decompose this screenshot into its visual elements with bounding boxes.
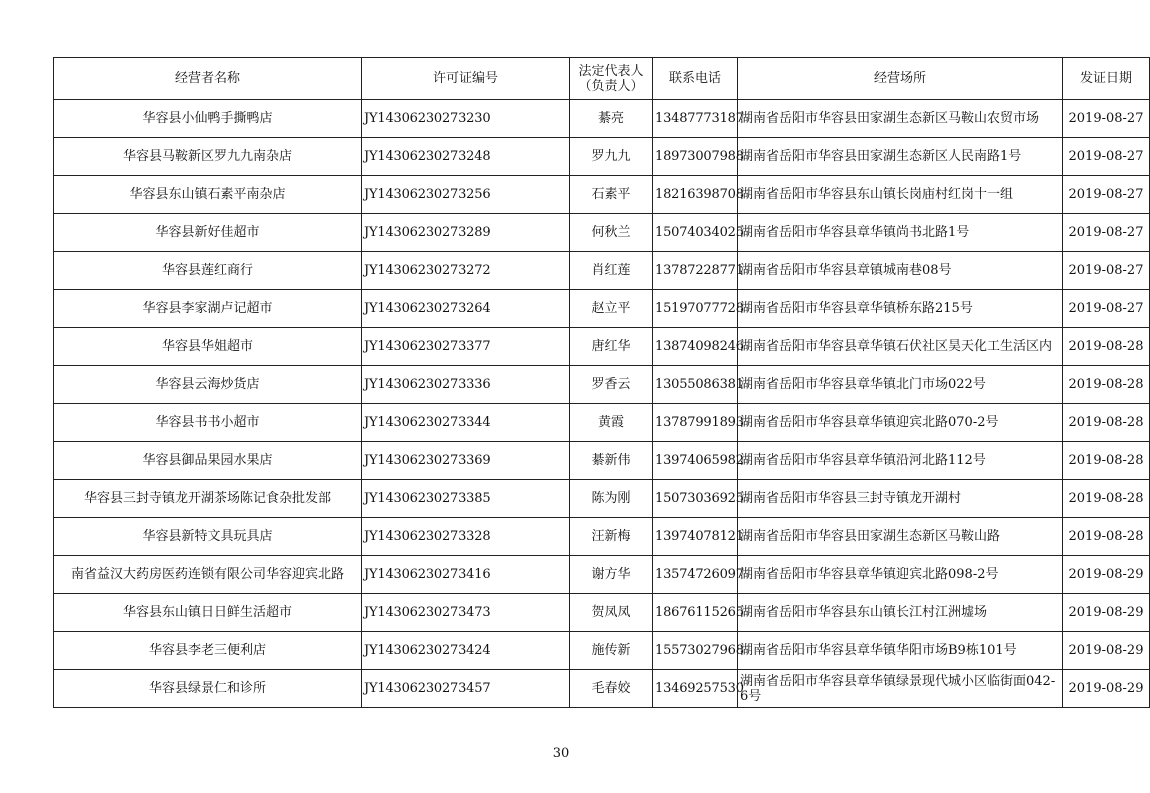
table-row xyxy=(54,670,1150,708)
header-row xyxy=(54,58,1150,100)
table-row xyxy=(54,632,1150,670)
table-row xyxy=(54,252,1150,290)
table-row xyxy=(54,442,1150,480)
cell-representative: 汪新梅 xyxy=(570,518,653,556)
table-row xyxy=(54,328,1150,366)
cell-date: 2019-08-29 xyxy=(1063,632,1150,670)
cell-representative: 赵立平 xyxy=(570,290,653,328)
cell-license: JY14306230273385 xyxy=(362,480,570,518)
header-name: 经营者名称 xyxy=(54,58,362,100)
cell-date: 2019-08-29 xyxy=(1063,670,1150,708)
cell-phone: 15197077728 xyxy=(653,290,738,328)
licensee-table xyxy=(53,57,1150,708)
cell-representative: 谢方华 xyxy=(570,556,653,594)
table-row xyxy=(54,594,1150,632)
cell-date: 2019-08-29 xyxy=(1063,556,1150,594)
table-row xyxy=(54,176,1150,214)
cell-name: 华容县莲红商行 xyxy=(54,252,362,290)
cell-date: 2019-08-27 xyxy=(1063,138,1150,176)
cell-phone: 13574726097 xyxy=(653,556,738,594)
cell-address: 湖南省岳阳市华容县东山镇长江村江洲墟场 xyxy=(738,594,1063,632)
cell-representative: 施传新 xyxy=(570,632,653,670)
header-rep-line2: （负责人） xyxy=(578,78,644,94)
cell-address: 湖南省岳阳市华容县章华镇沿河北路112号 xyxy=(738,442,1063,480)
cell-license: JY14306230273369 xyxy=(362,442,570,480)
cell-date: 2019-08-28 xyxy=(1063,518,1150,556)
cell-license: JY14306230273248 xyxy=(362,138,570,176)
cell-date: 2019-08-28 xyxy=(1063,480,1150,518)
cell-date: 2019-08-27 xyxy=(1063,252,1150,290)
cell-representative: 石素平 xyxy=(570,176,653,214)
header-phone: 联系电话 xyxy=(653,58,738,100)
cell-phone: 13974078121 xyxy=(653,518,738,556)
cell-address: 湖南省岳阳市华容县章华镇迎宾北路070-2号 xyxy=(738,404,1063,442)
table-row xyxy=(54,556,1150,594)
cell-license: JY14306230273289 xyxy=(362,214,570,252)
cell-date: 2019-08-28 xyxy=(1063,404,1150,442)
cell-name: 华容县李家湖卢记超市 xyxy=(54,290,362,328)
cell-name: 华容县马鞍新区罗九九南杂店 xyxy=(54,138,362,176)
cell-representative: 罗九九 xyxy=(570,138,653,176)
cell-name: 华容县新好佳超市 xyxy=(54,214,362,252)
cell-representative: 贺凤凤 xyxy=(570,594,653,632)
cell-license: JY14306230273344 xyxy=(362,404,570,442)
header-representative xyxy=(570,58,653,100)
cell-name: 华容县云海炒货店 xyxy=(54,366,362,404)
cell-phone: 15573027968 xyxy=(653,632,738,670)
cell-license: JY14306230273272 xyxy=(362,252,570,290)
table-row xyxy=(54,138,1150,176)
header-address: 经营场所 xyxy=(738,58,1063,100)
cell-address: 湖南省岳阳市华容县三封寺镇龙开湖村 xyxy=(738,480,1063,518)
cell-name: 华容县东山镇石素平南杂店 xyxy=(54,176,362,214)
cell-license: JY14306230273256 xyxy=(362,176,570,214)
cell-license: JY14306230273416 xyxy=(362,556,570,594)
cell-license: JY14306230273473 xyxy=(362,594,570,632)
cell-date: 2019-08-27 xyxy=(1063,290,1150,328)
cell-representative: 肖红莲 xyxy=(570,252,653,290)
cell-address: 湖南省岳阳市华容县田家湖生态新区马鞍山路 xyxy=(738,518,1063,556)
cell-license: JY14306230273328 xyxy=(362,518,570,556)
table-row xyxy=(54,480,1150,518)
cell-phone: 13055086381 xyxy=(653,366,738,404)
cell-license: JY14306230273424 xyxy=(362,632,570,670)
cell-date: 2019-08-28 xyxy=(1063,328,1150,366)
cell-name: 华容县新特文具玩具店 xyxy=(54,518,362,556)
cell-phone: 13974065982 xyxy=(653,442,738,480)
cell-name: 华容县御品果园水果店 xyxy=(54,442,362,480)
cell-date: 2019-08-27 xyxy=(1063,214,1150,252)
cell-representative: 毛春姣 xyxy=(570,670,653,708)
table-row xyxy=(54,404,1150,442)
cell-phone: 13787228771 xyxy=(653,252,738,290)
cell-phone: 18676115265 xyxy=(653,594,738,632)
cell-address: 湖南省岳阳市华容县田家湖生态新区人民南路1号 xyxy=(738,138,1063,176)
cell-phone: 15074034025 xyxy=(653,214,738,252)
cell-date: 2019-08-27 xyxy=(1063,176,1150,214)
cell-name: 华容县小仙鸭手撕鸭店 xyxy=(54,100,362,138)
cell-phone: 15073036925 xyxy=(653,480,738,518)
cell-representative: 唐红华 xyxy=(570,328,653,366)
table-row xyxy=(54,290,1150,328)
cell-address: 湖南省岳阳市华容县章华镇迎宾北路098-2号 xyxy=(738,556,1063,594)
cell-name: 华容县书书小超市 xyxy=(54,404,362,442)
cell-address: 湖南省岳阳市华容县章华镇北门市场022号 xyxy=(738,366,1063,404)
cell-license: JY14306230273457 xyxy=(362,670,570,708)
cell-address: 湖南省岳阳市华容县章华镇石伏社区昊天化工生活区内 xyxy=(738,328,1063,366)
cell-address: 湖南省岳阳市华容县东山镇长岗庙村红岗十一组 xyxy=(738,176,1063,214)
cell-address: 湖南省岳阳市华容县章镇城南巷08号 xyxy=(738,252,1063,290)
table-body xyxy=(54,100,1150,708)
cell-license: JY14306230273230 xyxy=(362,100,570,138)
cell-date: 2019-08-27 xyxy=(1063,100,1150,138)
cell-name: 华容县华姐超市 xyxy=(54,328,362,366)
cell-date: 2019-08-28 xyxy=(1063,442,1150,480)
header-rep-line1: 法定代表人 xyxy=(578,63,644,79)
cell-address: 湖南省岳阳市华容县章华镇尚书北路1号 xyxy=(738,214,1063,252)
page-number: 30 xyxy=(552,746,570,761)
cell-name: 南省益汉大药房医药连锁有限公司华容迎宾北路 xyxy=(54,556,362,594)
cell-name: 华容县东山镇日日鲜生活超市 xyxy=(54,594,362,632)
cell-address: 湖南省岳阳市华容县章华镇华阳市场B9栋101号 xyxy=(738,632,1063,670)
cell-representative: 綦新伟 xyxy=(570,442,653,480)
cell-phone: 13874098246 xyxy=(653,328,738,366)
cell-phone: 18973007988 xyxy=(653,138,738,176)
cell-address: 湖南省岳阳市华容县章华镇桥东路215号 xyxy=(738,290,1063,328)
cell-date: 2019-08-29 xyxy=(1063,594,1150,632)
cell-license: JY14306230273377 xyxy=(362,328,570,366)
cell-representative: 綦亮 xyxy=(570,100,653,138)
cell-representative: 黄霞 xyxy=(570,404,653,442)
header-license: 许可证编号 xyxy=(362,58,570,100)
cell-representative: 陈为刚 xyxy=(570,480,653,518)
table-row xyxy=(54,214,1150,252)
table-row xyxy=(54,366,1150,404)
cell-phone: 13469257530 xyxy=(653,670,738,708)
cell-license: JY14306230273264 xyxy=(362,290,570,328)
cell-name: 华容县李老三便利店 xyxy=(54,632,362,670)
cell-license: JY14306230273336 xyxy=(362,366,570,404)
cell-name: 华容县绿景仁和诊所 xyxy=(54,670,362,708)
cell-address: 湖南省岳阳市华容县章华镇绿景现代城小区临街面042-6号 xyxy=(738,670,1063,708)
table-row xyxy=(54,518,1150,556)
cell-address: 湖南省岳阳市华容县田家湖生态新区马鞍山农贸市场 xyxy=(738,100,1063,138)
header-date: 发证日期 xyxy=(1063,58,1150,100)
cell-representative: 罗香云 xyxy=(570,366,653,404)
table-row xyxy=(54,100,1150,138)
cell-representative: 何秋兰 xyxy=(570,214,653,252)
cell-phone: 13487773187 xyxy=(653,100,738,138)
cell-name: 华容县三封寺镇龙开湖茶场陈记食杂批发部 xyxy=(54,480,362,518)
cell-phone: 13787991893 xyxy=(653,404,738,442)
cell-phone: 18216398708 xyxy=(653,176,738,214)
cell-date: 2019-08-28 xyxy=(1063,366,1150,404)
